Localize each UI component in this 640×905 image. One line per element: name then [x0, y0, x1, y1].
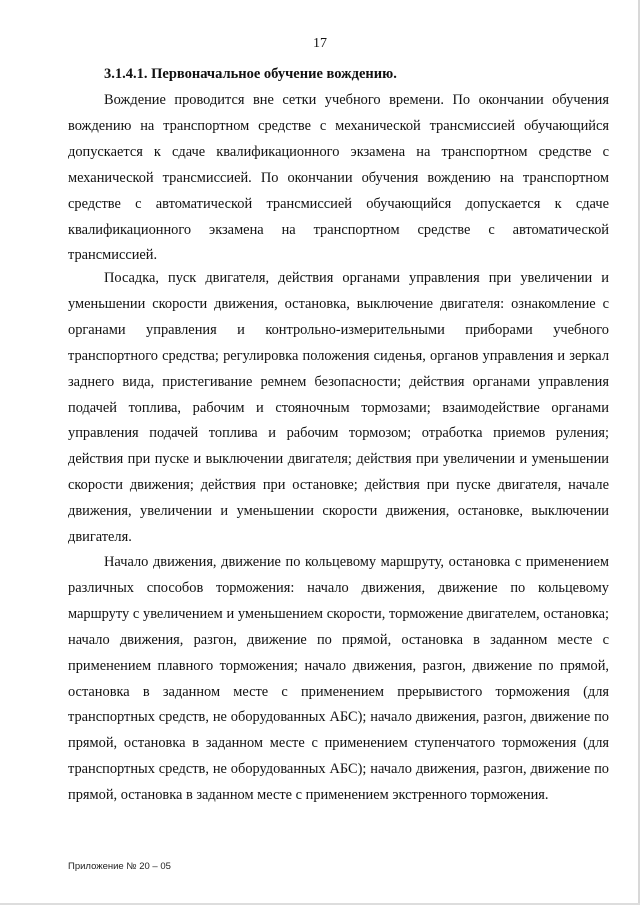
paragraph-2: Посадка, пуск двигателя, действия органами управления при увеличении и уменьшении скорости движения, остановка, выключение двигателя: ознакомление с органами управления и контрольно-измерительными приборами учебного транспортного средства; регулировка положения сиденья, органов управления и зеркал заднего вида, пристегивание ремнем безопасности; действия органами управления подачей топлива, рабочим и стояночным тормозами; взаимодействие органами управления подачей топлива и рабочим тормозом; отработка приемов руления; действия при пуске и выключении двигателя; действия при увеличении и уменьшении скорости движения; действия при остановке; действия при пуске двигателя, начале движения, увеличении и уменьшении скорости движения, остановке, выключении двигателя. [68, 270, 609, 546]
page-number: 17 [313, 36, 327, 51]
page-footer: Приложение № 20 – 05 [68, 861, 171, 872]
paragraph-1: Вождение проводится вне сетки учебного времени. По окончании обучения вождению на транспортном средстве с механической трансмиссией обучающийся допускается к сдаче квалификационного экзамена на транспортном средстве с механической трансмиссией. По окончании обучения вождению на транспортном средстве с автоматической трансмиссией обучающийся допускается к сдаче квалификационного экзамена на транспортном средстве с автоматической трансмиссией. [68, 92, 609, 264]
section-heading: 3.1.4.1. Первоначальное обучение вождению. [104, 66, 397, 82]
paragraph-3: Начало движения, движение по кольцевому маршруту, остановка с применением различных способов торможения: начало движения, движение по кольцевому маршруту с увеличением и уменьшением скорости, торможение двигателем, остановка; начало движения, разгон, движение по прямой, остановка в заданном месте с применением плавного торможения; начало движения, разгон, движение по прямой, остановка в заданном месте с применением прерывистого торможения (для транспортных средств, не оборудованных АБС); начало движения, разгон, движение по прямой, остановка в заданном месте с применением ступенчатого торможения (для транспортных средств, не оборудованных АБС); начало движения, разгон, движение по прямой, остановка в заданном месте с применением экстренного торможения. [68, 554, 609, 804]
